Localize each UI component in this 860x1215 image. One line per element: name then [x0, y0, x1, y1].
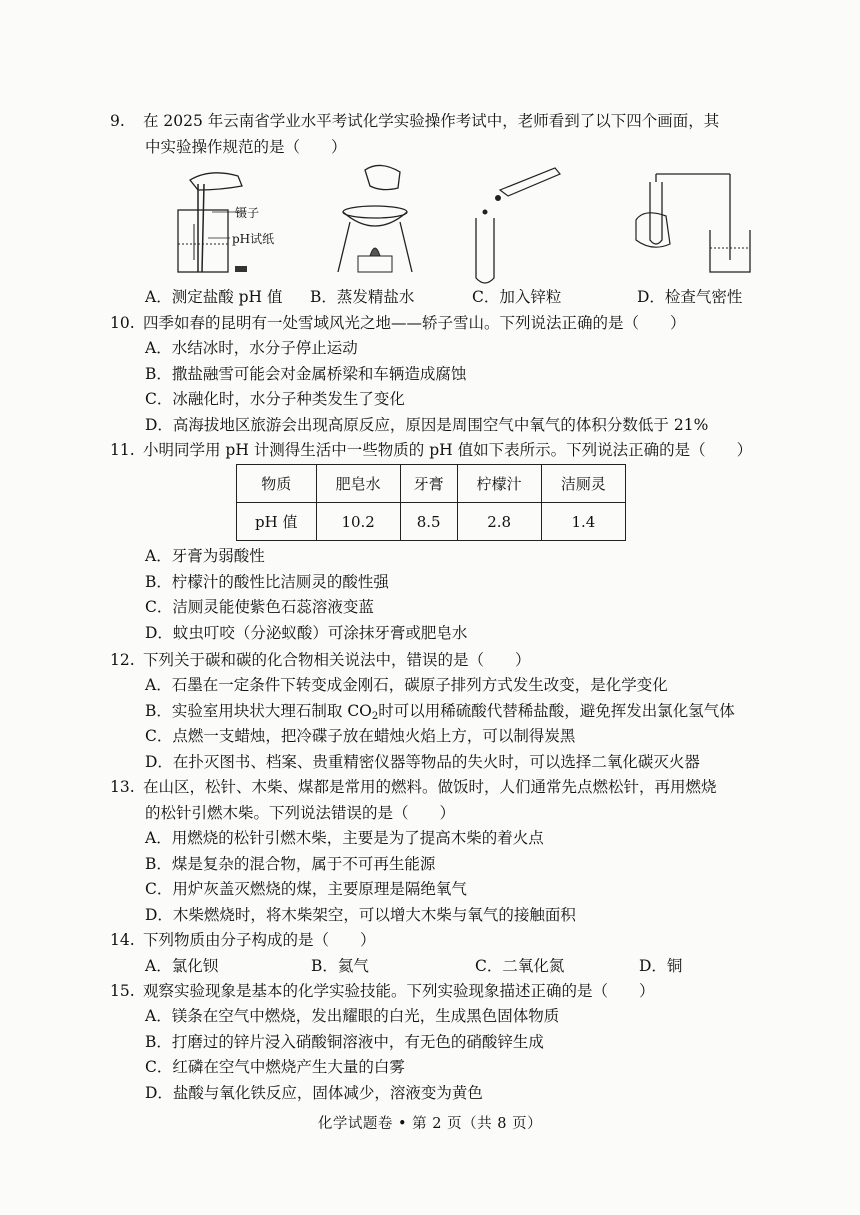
table-cell: 洁厕灵 [541, 465, 625, 503]
experiment-figures [150, 160, 760, 285]
question-number: 13. [110, 778, 135, 796]
evaporation-figure [320, 160, 430, 285]
option-b[interactable]: B．氦气 [311, 957, 369, 975]
question-15 [110, 978, 760, 1106]
option-b[interactable]: B．撒盐融雪可能会对金属桥梁和车辆造成腐蚀 [145, 364, 467, 383]
table-row [237, 503, 626, 541]
figure-option-row [145, 284, 765, 310]
option-c[interactable]: C．点燃一支蜡烛，把冷碟子放在蜡烛火焰上方，可以制得炭黑 [145, 727, 576, 745]
option-a[interactable]: A．石墨在一定条件下转变成金刚石，碳原子排列方式发生改变，是化学变化 [145, 676, 668, 694]
question-11-options [110, 544, 760, 646]
table-cell: 1.4 [541, 503, 625, 541]
question-stem: 下列关于碳和碳的化合物相关说法中，错误的是（ ） [143, 651, 531, 669]
question-stem-cont: 中实验操作规范的是（ ） [145, 138, 347, 156]
option-c[interactable]: C．红磷在空气中燃烧产生大量的白雾 [145, 1058, 405, 1076]
question-number: 15. [110, 982, 135, 1000]
option-c[interactable]: C．用炉灰盖灭燃烧的煤，主要原理是隔绝氧气 [145, 880, 467, 898]
question-11 [110, 437, 760, 463]
question-12 [110, 647, 760, 775]
option-b[interactable]: B．煤是复杂的混合物，属于不可再生能源 [145, 854, 436, 873]
question-stem: 下列物质由分子构成的是（ ） [143, 931, 376, 949]
option-c[interactable]: C．冰融化时，水分子种类发生了变化 [145, 390, 405, 408]
question-stem: 在 2025 年云南省学业水平考试化学实验操作考试中，老师看到了以下四个画面，其 [143, 112, 720, 130]
question-number: 9. [110, 112, 125, 130]
table-cell: 肥皂水 [316, 465, 400, 503]
option-d[interactable]: D．检查气密性 [637, 288, 743, 306]
question-number: 10. [110, 314, 135, 332]
table-cell: 物质 [237, 465, 317, 503]
option-b[interactable]: B．实验室用块状大理石制取 $CO_2$时可以用稀硫酸代替稀盐酸，避免挥发出氯化氢气体 [145, 701, 735, 722]
option-a[interactable]: A．牙膏为弱酸性 [145, 547, 265, 565]
table-cell: 10.2 [316, 503, 400, 541]
page-footer: 化学试题卷 • 第 2 页（共 8 页） [317, 1116, 543, 1132]
table-cell: 8.5 [400, 503, 457, 541]
option-b[interactable]: B．柠檬汁的酸性比洁厕灵的酸性强 [145, 572, 389, 591]
option-a[interactable]: A．氯化钡 [145, 957, 219, 975]
ph-paper-label: pH试纸 [232, 232, 275, 246]
question-13 [110, 774, 760, 928]
option-a[interactable]: A．测定盐酸 pH 值 [145, 288, 283, 306]
option-c[interactable]: C．洁厕灵能使紫色石蕊溶液变蓝 [145, 598, 374, 616]
option-b[interactable]: B．蒸发精盐水 [310, 288, 415, 306]
option-d[interactable]: D．木柴燃烧时，将木柴架空，可以增大木柴与氧气的接触面积 [145, 905, 576, 924]
question-stem-cont: 的松针引燃木柴。下列说法错误的是（ ） [145, 804, 456, 822]
table-cell: 柠檬汁 [457, 465, 541, 503]
option-d[interactable]: D．蚊虫叮咬（分泌蚁酸）可涂抹牙膏或肥皂水 [145, 623, 468, 642]
option-b[interactable]: B．打磨过的锌片浸入硝酸铜溶液中，有无色的硝酸锌生成 [145, 1032, 544, 1051]
option-c[interactable]: C．二氧化氮 [475, 957, 565, 975]
question-10 [110, 310, 760, 438]
table-row [237, 465, 626, 503]
option-d[interactable]: D．铜 [639, 957, 683, 975]
ph-table [236, 464, 626, 541]
option-d[interactable]: D．高海拔地区旅游会出现高原反应，原因是周围空气中氧气的体积分数低于 21% [145, 415, 709, 434]
table-cell: pH 值 [237, 503, 317, 541]
table-cell: 牙膏 [400, 465, 457, 503]
question-stem: 观察实验现象是基本的化学实验技能。下列实验现象描述正确的是（ ） [143, 982, 655, 1000]
option-d[interactable]: D．在扑灭图书、档案、贵重精密仪器等物品的失火时，可以选择二氧化碳灭火器 [145, 752, 700, 771]
question-stem: 在山区，松针、木柴、煤都是常用的燃料。做饭时，人们通常先点燃松针，再用燃烧 [143, 778, 717, 796]
question-number: 11. [110, 441, 135, 459]
airtight-check-figure [630, 160, 760, 285]
table-cell: 2.8 [457, 503, 541, 541]
add-zinc-figure [460, 160, 590, 285]
option-a[interactable]: A．水结冰时，水分子停止运动 [145, 339, 358, 357]
tweezers-label: 镊子 [235, 206, 260, 220]
option-a[interactable]: A．用燃烧的松针引燃木柴，主要是为了提高木柴的着火点 [145, 829, 544, 847]
question-number: 12. [110, 651, 135, 669]
ph-test-figure [150, 160, 290, 285]
option-d[interactable]: D．盐酸与氧化铁反应，固体减少，溶液变为黄色 [145, 1083, 483, 1102]
option-a[interactable]: A．镁条在空气中燃烧，发出耀眼的白光，生成黑色固体物质 [145, 1007, 560, 1025]
question-stem: 四季如春的昆明有一处雪域风光之地——轿子雪山。下列说法正确的是（ ） [143, 314, 686, 332]
question-number: 14. [110, 931, 135, 949]
option-c[interactable]: C．加入锌粒 [472, 288, 562, 306]
question-14 [110, 927, 760, 979]
question-9 [110, 108, 760, 160]
question-stem: 小明同学用 pH 计测得生活中一些物质的 pH 值如下表所示。下列说法正确的是（ ） [143, 441, 753, 459]
